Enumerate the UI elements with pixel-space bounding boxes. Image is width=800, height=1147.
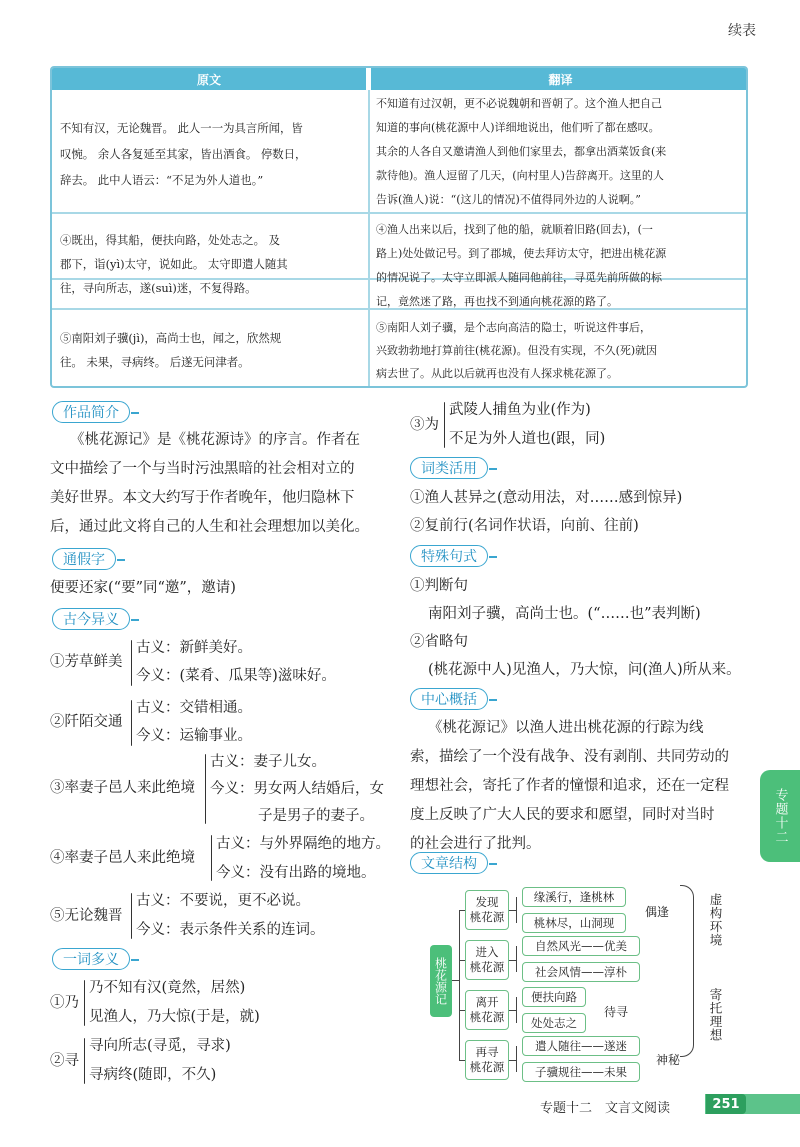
duoyi3-word: ③为 — [410, 417, 439, 433]
duoyi1-a: 乃不知有汉(竟然，居然) — [89, 980, 246, 996]
duoyi1-word: ①乃 — [50, 995, 79, 1011]
duoyi2-a: 寻向所志(寻觅，寻求) — [89, 1038, 231, 1054]
row3-translation-line3: 病去世了。从此以后就再也没有人探求桃花源了。 — [376, 367, 618, 380]
cilei-title: 词类活用 — [410, 457, 488, 479]
row3-translation-line1: ⑤南阳人刘子骥，是个志向高洁的隐士，听说这件事后， — [376, 321, 651, 334]
gujin2-old: 古义：交错相通。 — [136, 700, 252, 716]
gujin3-word: ③率妻子邑人来此绝境 — [50, 780, 195, 796]
duoyi-title: 一词多义 — [52, 948, 130, 970]
gujin1-word: ①芳草鲜美 — [50, 654, 123, 670]
group2-head: 进入 桃花源 — [465, 940, 509, 980]
group3-head: 离开 桃花源 — [465, 990, 509, 1030]
group3-item1: 便扶向路 — [522, 987, 586, 1007]
group1-item1: 缘溪行，逢桃林 — [522, 887, 626, 907]
gujin-title: 古今异义 — [52, 608, 130, 630]
duoyi2-word: ②寻 — [50, 1053, 79, 1069]
row2-translation-line2: 路上)处处做记号。到了郡城，使去拜访太守，把进出桃花源 — [376, 247, 667, 260]
cilei-line2: ②复前行(名词作状语，向前、往前) — [410, 518, 639, 534]
intro-line4: 后，通过此文将自己的人生和社会理想加以美化。 — [50, 519, 369, 535]
row2-original-line2: 郡下，诣(yì)太守，说如此。 太守即遣人随其 — [60, 257, 288, 271]
group4-tag: 神秘 — [656, 1053, 681, 1067]
teshu-line1: ①判断句 — [410, 578, 468, 594]
jiegou-title: 文章结构 — [410, 852, 488, 874]
right-label-a: 虚构环境 — [708, 893, 723, 947]
zhongxin-line1: 《桃花源记》以渔人进出桃花源的行踪为线 — [428, 720, 704, 736]
gujin5-old: 古义：不要说，更不必说。 — [136, 893, 310, 909]
row1-translation-line1: 不知道有过汉朝，更不必说魏朝和晋朝了。这个渔人把自己 — [376, 97, 662, 110]
group3-tag: 待寻 — [604, 1005, 629, 1019]
teshu-line4: (桃花源中人)见渔人，乃大惊，问(渔人)所从来。 — [428, 662, 741, 678]
gujin3-new: 今义：男女两人结婚后，女 — [210, 781, 384, 797]
right-label-b: 寄托理想 — [708, 988, 723, 1042]
group2-item1: 自然风光——优美 — [522, 936, 640, 956]
group4-head: 再寻 桃花源 — [465, 1040, 509, 1080]
intro-line2: 文中描绘了一个与当时污浊黑暗的社会相对立的 — [50, 461, 355, 477]
row2-translation-line1: ④渔人出来以后，找到了他的船，就顺着旧路(回去)，(一 — [376, 223, 653, 236]
page-number: 251 — [706, 1094, 746, 1114]
row2-original-line3: 往，寻向所志，遂(suì)迷，不复得路。 — [60, 281, 257, 295]
intro-line1: 《桃花源记》是《桃花源诗》的序言。作者在 — [70, 432, 360, 448]
zhongxin-line5: 的社会进行了批判。 — [410, 836, 541, 852]
row2-translation-line4: 记，竟然迷了路，再也找不到通向桃花源的路了。 — [376, 295, 618, 308]
duoyi2-b: 寻病终(随即，不久) — [89, 1067, 217, 1083]
gujin5-new: 今义：表示条件关系的连词。 — [136, 922, 325, 938]
zhongxin-line2: 索，描绘了一个没有战争、没有剥削、共同劳动的 — [410, 749, 729, 765]
row1-translation-line2: 知道的事向(桃花源中人)详细地说出，他们听了都在感叹。 — [376, 121, 660, 134]
gujin5-word: ⑤无论魏晋 — [50, 908, 123, 924]
group1-item2: 桃林尽，山洞现 — [522, 913, 626, 933]
teshu-title: 特殊句式 — [410, 545, 488, 567]
group2-item2: 社会风情——淳朴 — [522, 962, 640, 982]
gujin1-old: 古义：新鲜美好。 — [136, 640, 252, 656]
row1-original-line2: 叹惋。 余人各复延至其家，皆出酒食。 停数日， — [60, 147, 307, 161]
structure-root: 桃花源记 — [430, 945, 452, 1017]
translation-table — [50, 66, 748, 388]
group3-item2: 处处志之 — [522, 1013, 586, 1033]
zhongxin-title: 中心概括 — [410, 688, 488, 710]
teshu-line2: 南阳刘子骥，高尚士也。(“……也”表判断) — [428, 606, 701, 622]
continued-label: 续表 — [728, 23, 756, 39]
gujin3-old: 古义：妻子儿女。 — [210, 754, 326, 770]
row1-translation-line3: 其余的人各自又邀请渔人到他们家里去，都拿出酒菜饭食(来 — [376, 145, 667, 158]
intro-title: 作品简介 — [52, 401, 130, 423]
teshu-line3: ②省略句 — [410, 634, 468, 650]
duoyi3-b: 不足为外人道也(跟，同) — [449, 431, 606, 447]
footer-text: 专题十二 文言文阅读 — [540, 1101, 671, 1116]
group1-tag: 偶逢 — [645, 905, 670, 919]
row3-original-line2: 往。 未果，寻病终。 后遂无问津者。 — [60, 355, 250, 369]
row3-translation-line2: 兴致勃勃地打算前往(桃花源)。但没有实现，不久(死)就因 — [376, 344, 658, 357]
tongjia-line: 便要还家(“要”同“邀”，邀请) — [50, 580, 236, 596]
row2-original-line1: ④既出，得其船，便扶向路，处处志之。 及 — [60, 233, 281, 247]
row1-translation-line5: 告诉(渔人)说：“(这儿的情况)不值得同外边的人说啊。” — [376, 193, 641, 206]
gujin1-new: 今义：(菜肴、瓜果等)滋味好。 — [136, 668, 336, 684]
cilei-line1: ①渔人甚异之(意动用法，对……感到惊异) — [410, 490, 683, 506]
zhongxin-line3: 理想社会，寄托了作者的憧憬和追求，还在一定程 — [410, 778, 729, 794]
duoyi1-b: 见渔人，乃大惊(于是，就) — [89, 1009, 260, 1025]
row1-original-line1: 不知有汉，无论魏晋。 此人一一为具言所闻，皆 — [60, 121, 303, 135]
col-header-translation: 翻译 — [370, 68, 748, 90]
row1-translation-line4: 款待他)。渔人逗留了几天，(向村里人)告辞离开。这里的人 — [376, 169, 664, 182]
intro-line3: 美好世界。本文大约写于作者晚年，他归隐林下 — [50, 490, 355, 506]
group1-head: 发现 桃花源 — [465, 890, 509, 930]
zhongxin-line4: 度上反映了广大人民的要求和愿望，同时对当时 — [410, 807, 715, 823]
row3-original-line1: ⑤南阳刘子骥(jì)，高尚士也，闻之，欣然规 — [60, 331, 282, 345]
col-header-original: 原文 — [52, 68, 366, 90]
gujin2-new: 今义：运输事业。 — [136, 728, 252, 744]
row1-original-line3: 辞去。 此中人语云：“不足为外人道也。” — [60, 173, 264, 187]
gujin3-new-cont: 子是男子的妻子。 — [258, 808, 374, 824]
gujin4-old: 古义：与外界隔绝的地方。 — [216, 836, 390, 852]
gujin4-word: ④率妻子邑人来此绝境 — [50, 850, 195, 866]
gujin2-word: ②阡陌交通 — [50, 714, 123, 730]
tongjia-title: 通假字 — [52, 548, 116, 570]
chapter-side-tab[interactable]: 专题十二 — [760, 770, 800, 862]
gujin4-new: 今义：没有出路的境地。 — [216, 865, 376, 881]
group4-item1: 遣人随往——遂迷 — [522, 1036, 640, 1056]
row2-translation-line3: 的情况说了。太守立即派人随同他前往，寻觅先前所做的标 — [376, 271, 662, 284]
duoyi3-a: 武陵人捕鱼为业(作为) — [449, 402, 591, 418]
group4-item2: 子骥规往——未果 — [522, 1062, 640, 1082]
